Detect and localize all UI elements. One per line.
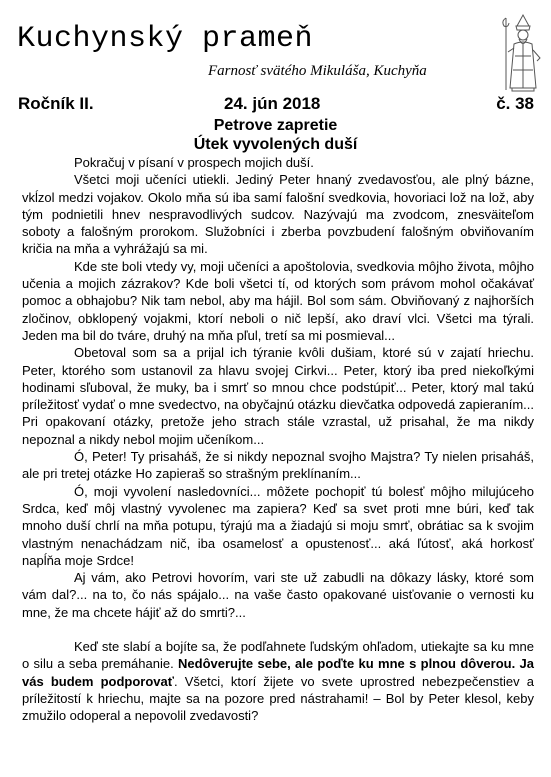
article-paragraph-final [22, 638, 534, 724]
newsletter-title: Kuchynský prameň [17, 22, 314, 56]
article-body [22, 154, 534, 725]
parish-subtitle: Farnosť svätého Mikuláša, Kuchyňa [208, 63, 427, 79]
article-paragraph: Všetci moji učeníci utiekli. Jediný Peter hnaný zvedavosťou, ale plný bázne, vkĺzol medzi vojakov. Okolo mňa sú iba samí falošní svedkovia, hovoriaci lož na lož, aby tým podnietili hnev nespravodlivých sudcov. Nazývajú ma zvodcom, znesväiteľom soboty a falošným prorokom. Služobníci i zberba povzbudení falošným obviňovaním kričia na mňa a vyhrážajú sa mi. [22, 172, 534, 257]
article-paragraph: Ó, moji vyvolení nasledovníci... môžete pochopiť tú bolesť môjho milujúceho Srdca, keď môj vlastný vyvolenec ma zapiera? Keď sa svet proti mne búri, keď tak mnoho duší chrlí na mňa potupu, týrajú ma a žiadajú si moju smrť, obrátiac sa k svojim vlastným nenachádzam nič, iba osamelosť a opustenosť... aká ľútosť, aká horkosť napĺňa moje Srdce! [22, 483, 534, 568]
issue-volume: Ročník II. [18, 94, 94, 113]
article-paragraph: Pokračuj v písaní v prospech mojich duší. [74, 155, 314, 170]
paragraph-text: . Všetci, ktorí žijete vo svete uprostred nebezpečenstiev a príležitostí k hriechu, majte sa na pozore pred nástrahami! – Bol by Peter klesol, keby zmužilo odoperal a nepovolil zvedavosti? [22, 673, 534, 724]
masthead [0, 0, 551, 92]
emphasized-text: Nedôverujte sebe, ale poďte ku mne s plnou dôverou. Ja vás budem podporovať [22, 656, 534, 689]
article-paragraph: Kde ste boli vtedy vy, moji učeníci a apoštolovia, svedkovia môjho života, môjho učenia a mojich zázrakov? Kde boli všetci tí, od ktorých som právom mohol očakávať pomoc a obhajobu? Nik tam nebol, aby ma hájil. Bol som sám. Obviňovaný z najhorších zločinov, obklopený vojakmi, ktorí neboli o nič lepší, ako draví vlci. Všetci ma týrali. Jeden ma bil do tváre, druhý na mňa pľul, tretí sa mi posmieval... [22, 258, 534, 343]
paragraph-text: Keď ste slabí a bojíte sa, že podľahnete ľudským ohľadom, utiekajte sa ku mne o silu a seba premáhanie. [22, 639, 534, 672]
article-paragraph: Aj vám, ako Petrovi hovorím, vari ste už zabudli na dôkazy lásky, ktoré som vám dal?... na to, čo nás spájalo... na vaše často opakované uisťovanie o vernosti ku mne, že ma chcete hájiť až do smrti?... [22, 570, 534, 620]
article-subheading: Útek vyvolených duší [193, 136, 358, 153]
article-paragraph: Obetoval som sa a prijal ich týranie kvôli dušiam, ktoré sú v zajatí hriechu. Peter, ktorého som ustanovil za hlavu svojej Cirkvi... Peter, ktorý iba pred niekoľkými hodinami sľuboval, že muky, ba i smrť so mnou chce podstúpiť... Peter, ktorý mal takú príležitosť vydať o mne svedectvo, na obyčajnú otázku dievčatka odpovedá zapieraním... Pri opakovaní otázky, pretože jeho strach stále vzrastal, už prisahal, že ma nikdy nepoznal a nikdy nebol mojim učeníkom... [22, 345, 534, 447]
issue-info [18, 94, 534, 116]
issue-number: č. 38 [496, 94, 534, 113]
saint-nicholas-bishop-icon [500, 12, 546, 92]
issue-date: 24. jún 2018 [224, 94, 321, 113]
article-heading: Petrove zapretie [213, 117, 338, 134]
article-paragraph: Ó, Peter! Ty prisaháš, že si nikdy nepoznal svojho Majstra? Ty nielen prisaháš, ale pri tretej otázke Ho zapieraš so strašným preklínaním... [22, 449, 534, 482]
